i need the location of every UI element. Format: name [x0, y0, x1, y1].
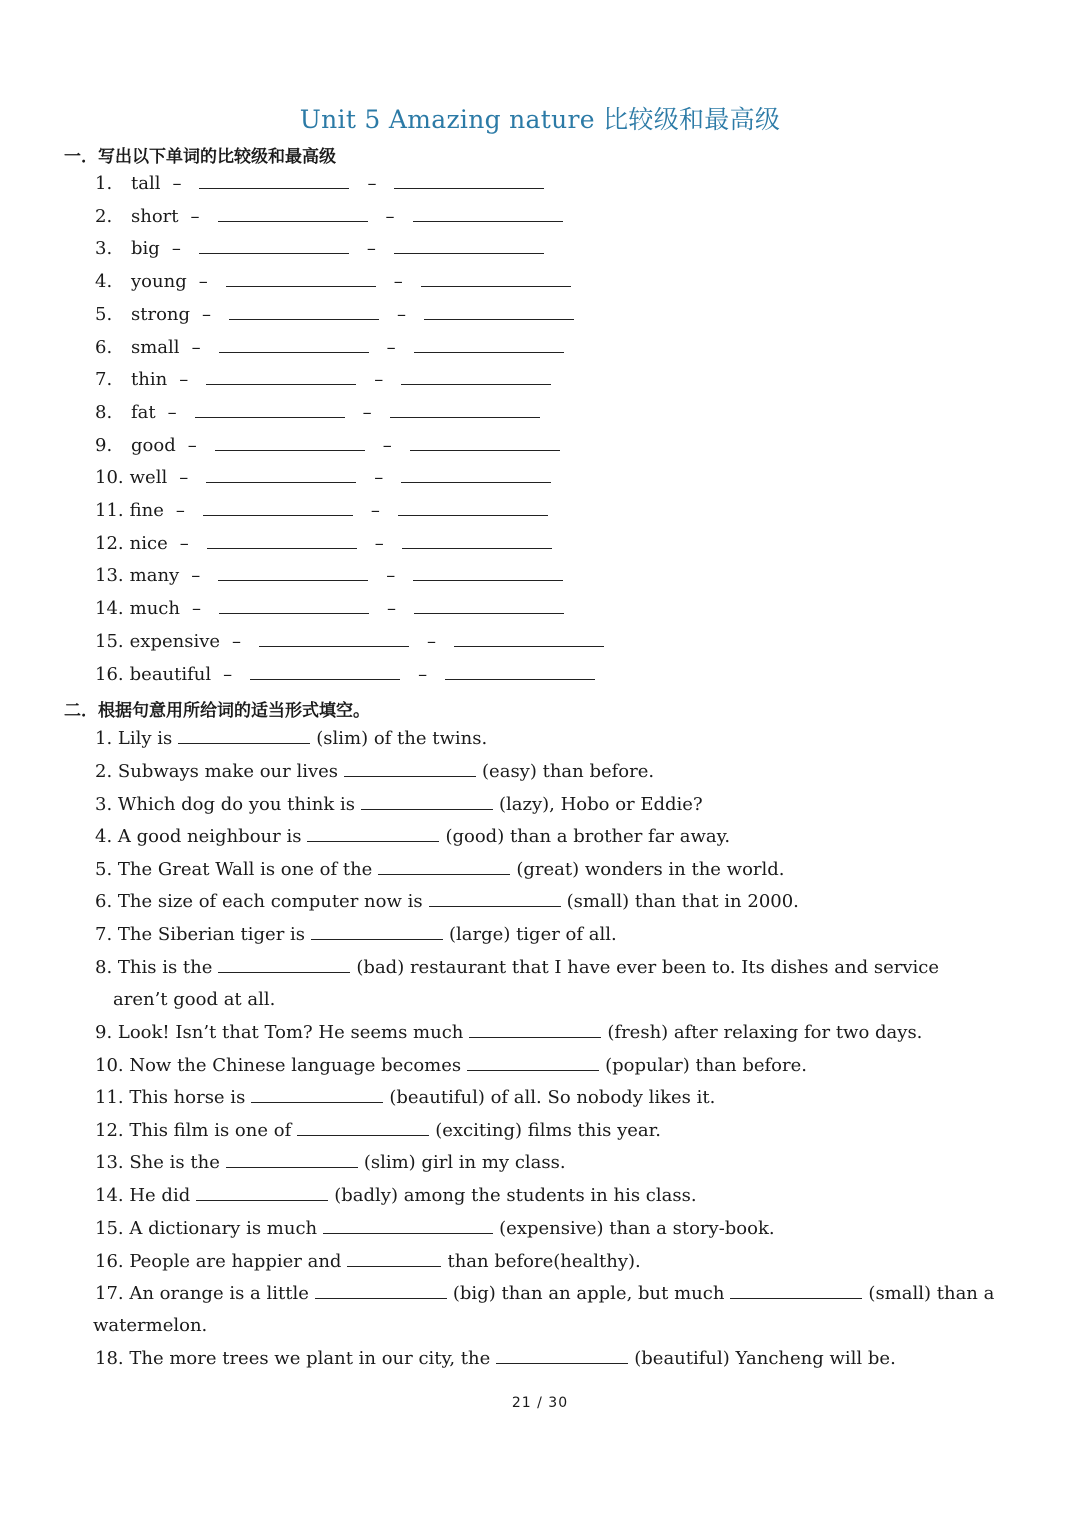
word-number: 16.: [95, 663, 124, 685]
dash: –: [179, 467, 189, 489]
answer-blank[interactable]: [226, 1166, 358, 1168]
sentence-start: 11. This horse is: [95, 1087, 246, 1108]
sentence-start: 16. People are happier and: [95, 1251, 342, 1272]
exercise-line: [95, 1348, 896, 1369]
dash: –: [198, 271, 208, 293]
word-text: big: [131, 238, 160, 260]
sentence-start: 14. He did: [95, 1185, 191, 1206]
word-text: fat: [131, 401, 156, 423]
answer-blank[interactable]: [218, 971, 350, 973]
answer-blank[interactable]: [429, 905, 561, 907]
comparative-blank[interactable]: [218, 220, 368, 222]
word-text: short: [131, 205, 179, 227]
comparative-blank[interactable]: [229, 318, 379, 320]
word-item: [95, 631, 610, 652]
word-text: young: [131, 271, 187, 293]
word-text: much: [129, 598, 180, 620]
superlative-blank[interactable]: [410, 449, 560, 451]
exercise-line: [95, 761, 654, 782]
answer-blank[interactable]: [378, 873, 510, 875]
dash: –: [191, 598, 201, 620]
superlative-blank[interactable]: [413, 579, 563, 581]
exercise-line: [95, 1087, 715, 1108]
superlative-blank[interactable]: [454, 645, 604, 647]
word-text: strong: [131, 303, 191, 325]
word-number: 1.: [95, 173, 113, 194]
comparative-blank[interactable]: [215, 449, 365, 451]
answer-blank[interactable]: [311, 938, 443, 940]
word-number: 9.: [95, 434, 113, 456]
sentence-end: (small) than that in 2000.: [566, 891, 799, 912]
dash: –: [386, 565, 396, 587]
dash: –: [386, 598, 396, 620]
superlative-blank[interactable]: [424, 318, 574, 320]
dash: –: [187, 434, 197, 456]
exercise-line: [95, 728, 487, 749]
word-item: [95, 598, 570, 619]
comparative-blank[interactable]: [206, 481, 356, 483]
sentence-end: (lazy), Hobo or Eddie?: [498, 794, 703, 815]
exercise-line: [95, 924, 617, 945]
sentence-end: (beautiful) of all. So nobody likes it.: [389, 1087, 716, 1108]
dash: –: [418, 663, 428, 685]
answer-blank[interactable]: [361, 808, 493, 810]
dash: –: [385, 205, 395, 227]
word-item: [95, 271, 577, 292]
exercise-line: [95, 859, 785, 880]
sentence-end: (great) wonders in the world.: [516, 859, 785, 880]
sentence-end: (badly) among the students in his class.: [334, 1185, 697, 1206]
answer-blank[interactable]: [307, 840, 439, 842]
answer-blank[interactable]: [323, 1232, 493, 1234]
comparative-blank[interactable]: [206, 383, 356, 385]
dash: –: [223, 663, 233, 685]
dash: –: [202, 303, 212, 325]
dash: –: [386, 336, 396, 358]
exercise-line: [95, 1283, 994, 1304]
page-number: 21 / 30: [511, 1395, 569, 1411]
answer-blank[interactable]: [251, 1101, 383, 1103]
sentence-end: (expensive) than a story-book.: [499, 1218, 775, 1239]
sentence-start: 18. The more trees we plant in our city, the: [95, 1348, 491, 1369]
superlative-blank[interactable]: [394, 252, 544, 254]
word-number: 4.: [95, 271, 113, 293]
dash: –: [171, 238, 181, 260]
superlative-blank[interactable]: [414, 612, 564, 614]
word-number: 5.: [95, 303, 113, 325]
exercise-17-continuation: watermelon.: [93, 1315, 208, 1336]
sentence-middle: (big) than an apple, but much: [452, 1283, 725, 1304]
comparative-blank[interactable]: [218, 579, 368, 581]
dash: –: [366, 238, 376, 260]
section-2-heading: 二．根据句意用所给词的适当形式填空。: [64, 701, 370, 721]
dash: –: [191, 336, 201, 358]
dash: –: [190, 205, 200, 227]
exercise-line: [95, 826, 730, 847]
superlative-blank[interactable]: [401, 481, 551, 483]
comparative-blank[interactable]: [226, 285, 376, 287]
exercise-line: [95, 1022, 922, 1043]
exercise-line: [95, 1185, 697, 1206]
word-number: 14.: [95, 598, 124, 620]
sentence-end: than before(healthy).: [447, 1251, 641, 1272]
comparative-blank[interactable]: [259, 645, 409, 647]
word-text: tall: [131, 173, 161, 194]
sentence-start: 12. This film is one of: [95, 1120, 292, 1141]
superlative-blank[interactable]: [414, 351, 564, 353]
sentence-start: 4. A good neighbour is: [95, 826, 302, 847]
word-text: fine: [129, 500, 164, 521]
word-text: good: [131, 434, 176, 456]
word-text: thin: [131, 369, 168, 391]
word-item: [95, 304, 580, 325]
sentence-start: 15. A dictionary is much: [95, 1218, 318, 1239]
sentence-start: 5. The Great Wall is one of the: [95, 859, 373, 880]
word-item: [95, 402, 546, 423]
word-number: 13.: [95, 565, 124, 587]
dash: –: [393, 271, 403, 293]
exercise-line: [95, 891, 799, 912]
superlative-blank[interactable]: [402, 547, 552, 549]
sentence-end: (popular) than before.: [605, 1055, 807, 1076]
sentence-end: (good) than a brother far away.: [445, 826, 731, 847]
answer-blank[interactable]: [467, 1069, 599, 1071]
answer-blank[interactable]: [347, 1265, 441, 1267]
sentence-end: (slim) of the twins.: [316, 728, 488, 749]
exercise-line: [95, 957, 939, 978]
superlative-blank[interactable]: [401, 383, 551, 385]
sentence-end: (easy) than before.: [482, 761, 655, 782]
superlative-blank[interactable]: [390, 416, 540, 418]
dash: –: [374, 467, 384, 489]
sentence-end: (large) tiger of all.: [449, 924, 617, 945]
word-number: 12.: [95, 532, 124, 554]
sentence-start: 3. Which dog do you think is: [95, 794, 355, 815]
word-item: [95, 500, 554, 521]
exercise-line: [95, 1152, 566, 1173]
word-number: 8.: [95, 401, 113, 423]
superlative-blank[interactable]: [398, 514, 548, 516]
dash: –: [374, 532, 384, 554]
dash: –: [367, 173, 377, 194]
word-item: [95, 664, 601, 685]
dash: –: [172, 173, 182, 194]
word-text: nice: [129, 532, 168, 554]
sentence-start: 13. She is the: [95, 1152, 220, 1173]
sentence-start: 17. An orange is a little: [95, 1283, 309, 1304]
superlative-blank[interactable]: [445, 678, 595, 680]
exercise-line: [95, 1218, 775, 1239]
word-number: 6.: [95, 336, 113, 358]
dash: –: [175, 500, 185, 521]
dash: –: [374, 369, 384, 391]
superlative-blank[interactable]: [394, 187, 544, 189]
dash: –: [232, 630, 242, 652]
word-number: 7.: [95, 369, 113, 391]
word-item: [95, 206, 569, 227]
answer-blank[interactable]: [196, 1199, 328, 1201]
comparative-blank[interactable]: [203, 514, 353, 516]
word-text: many: [129, 565, 180, 587]
dash: –: [362, 401, 372, 423]
sentence-end: (small) than a: [868, 1283, 995, 1304]
word-item: [95, 533, 558, 554]
exercise-8-continuation: aren’t good at all.: [113, 989, 276, 1010]
word-text: expensive: [129, 630, 221, 652]
word-item: [95, 337, 570, 358]
answer-blank[interactable]: [496, 1362, 628, 1364]
word-item: [95, 435, 566, 456]
sentence-end: (slim) girl in my class.: [363, 1152, 566, 1173]
sentence-end: (beautiful) Yancheng will be.: [634, 1348, 896, 1369]
exercise-line: [95, 1120, 661, 1141]
exercise-line: [95, 794, 703, 815]
word-text: small: [131, 336, 180, 358]
word-item: [95, 238, 550, 259]
sentence-end: (exciting) films this year.: [435, 1120, 661, 1141]
comparative-blank[interactable]: [250, 678, 400, 680]
word-number: 3.: [95, 238, 113, 260]
sentence-start: 8. This is the: [95, 957, 213, 978]
section-1-heading: 一．写出以下单词的比较级和最高级: [64, 147, 336, 167]
comparative-blank[interactable]: [219, 612, 369, 614]
dash: –: [370, 500, 380, 521]
comparative-blank[interactable]: [199, 252, 349, 254]
answer-blank[interactable]: [730, 1297, 862, 1299]
word-text: well: [129, 467, 168, 489]
answer-blank[interactable]: [469, 1036, 601, 1038]
word-number: 11.: [95, 500, 124, 521]
sentence-start: 10. Now the Chinese language becomes: [95, 1055, 462, 1076]
word-item: [95, 565, 569, 586]
sentence-start: 2. Subways make our lives: [95, 761, 339, 782]
word-item: [95, 173, 550, 194]
exercise-line: [95, 1055, 807, 1076]
superlative-blank[interactable]: [421, 285, 571, 287]
dash: –: [427, 630, 437, 652]
word-item: [95, 467, 557, 488]
page-title: Unit 5 Amazing nature 比较级和最高级: [299, 105, 781, 134]
answer-blank[interactable]: [344, 775, 476, 777]
dash: –: [179, 369, 189, 391]
comparative-blank[interactable]: [207, 547, 357, 549]
exercise-line: [95, 1251, 641, 1272]
comparative-blank[interactable]: [199, 187, 349, 189]
word-number: 2.: [95, 205, 113, 227]
dash: –: [382, 434, 392, 456]
sentence-start: 6. The size of each computer now is: [95, 891, 423, 912]
comparative-blank[interactable]: [219, 351, 369, 353]
sentence-start: 1. Lily is: [95, 728, 173, 749]
answer-blank[interactable]: [178, 742, 310, 744]
dash: –: [191, 565, 201, 587]
dash: –: [167, 401, 177, 423]
comparative-blank[interactable]: [195, 416, 345, 418]
sentence-start: 9. Look! Isn’t that Tom? He seems much: [95, 1022, 464, 1043]
dash: –: [179, 532, 189, 554]
word-number: 10.: [95, 467, 124, 489]
superlative-blank[interactable]: [413, 220, 563, 222]
sentence-end: (fresh) after relaxing for two days.: [607, 1022, 923, 1043]
answer-blank[interactable]: [315, 1297, 447, 1299]
word-item: [95, 369, 557, 390]
word-number: 15.: [95, 630, 124, 652]
dash: –: [397, 303, 407, 325]
sentence-start: 7. The Siberian tiger is: [95, 924, 306, 945]
answer-blank[interactable]: [297, 1134, 429, 1136]
word-text: beautiful: [129, 663, 212, 685]
sentence-end: (bad) restaurant that I have ever been to. Its dishes and service: [356, 957, 939, 978]
